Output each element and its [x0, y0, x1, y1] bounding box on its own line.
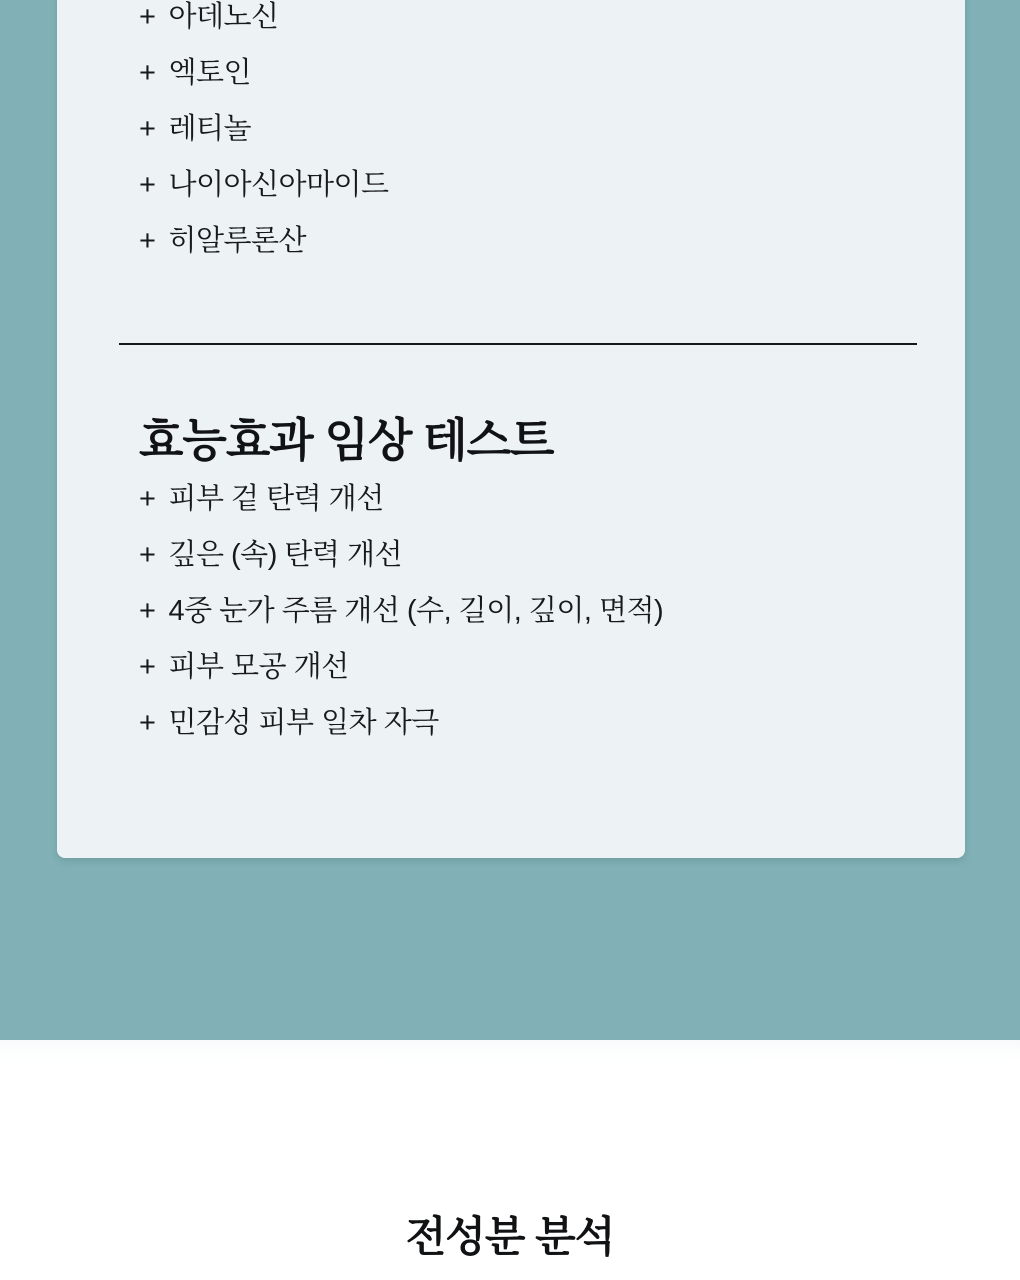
clinical-item-label: 피부 겉 탄력 개선 — [168, 483, 384, 515]
ingredient-label: 엑토인 — [168, 57, 251, 89]
clinical-test-list — [139, 471, 917, 751]
list-item — [139, 527, 917, 583]
clinical-item-label: 4중 눈가 주름 개선 (수, 길이, 깊이, 면적) — [168, 595, 664, 627]
list-item — [139, 583, 917, 639]
list-item — [139, 639, 917, 695]
list-item — [139, 101, 917, 157]
plus-bullet: + — [139, 225, 156, 257]
list-item — [139, 0, 917, 45]
plus-bullet: + — [139, 483, 156, 515]
product-info-card — [57, 0, 965, 858]
ingredient-label: 아데노신 — [168, 1, 279, 33]
list-item — [139, 157, 917, 213]
ingredient-label: 히알루론산 — [168, 225, 307, 257]
plus-bullet: + — [139, 651, 156, 683]
plus-bullet: + — [139, 113, 156, 145]
ingredient-list — [139, 0, 917, 269]
list-item — [139, 213, 917, 269]
list-item — [139, 471, 917, 527]
clinical-test-heading: 효능효과 임상 테스트 — [139, 414, 554, 466]
ingredient-label: 나이아신아마이드 — [168, 169, 389, 201]
plus-bullet: + — [139, 57, 156, 89]
clinical-item-label: 민감성 피부 일차 자극 — [168, 707, 439, 739]
plus-bullet: + — [139, 169, 156, 201]
ingredient-analysis-heading: 전성분 분석 — [405, 1213, 615, 1260]
plus-bullet: + — [139, 707, 156, 739]
clinical-item-label: 피부 모공 개선 — [168, 651, 349, 683]
section-divider — [119, 343, 917, 345]
list-item — [139, 45, 917, 101]
ingredient-analysis-section — [0, 1040, 1020, 1280]
plus-bullet: + — [139, 1, 156, 33]
list-item — [139, 695, 917, 751]
plus-bullet: + — [139, 539, 156, 571]
plus-bullet: + — [139, 595, 156, 627]
clinical-item-label: 깊은 (속) 탄력 개선 — [168, 539, 403, 571]
ingredient-label: 레티놀 — [168, 113, 251, 145]
